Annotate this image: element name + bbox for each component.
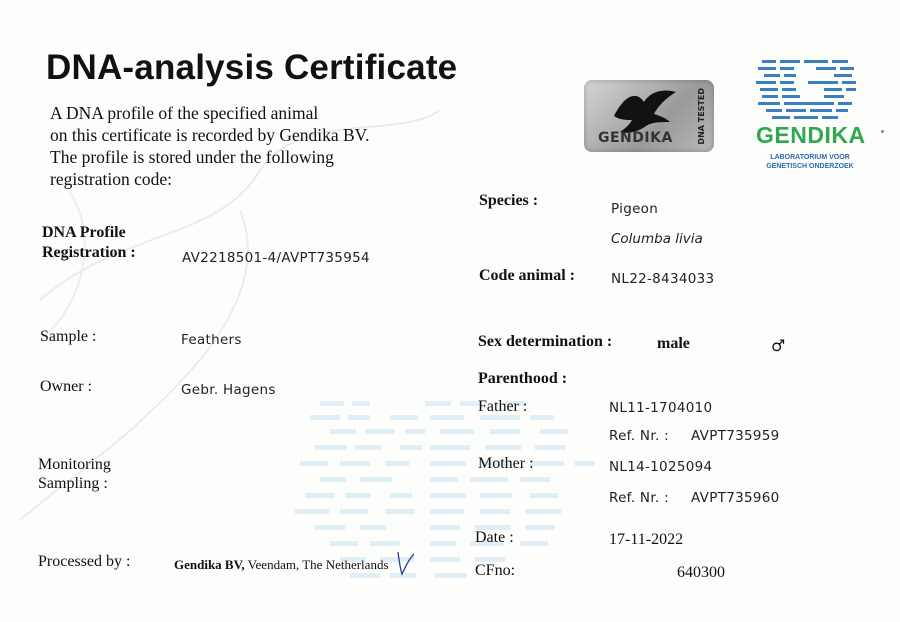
sample-label: Sample : <box>40 328 97 345</box>
father-ref-label: Ref. Nr. : <box>609 428 669 444</box>
monitoring-label-line1: Monitoring <box>38 456 111 473</box>
gendika-logo-name: GENDIKA <box>756 122 866 148</box>
father-label: Father : <box>478 398 528 415</box>
processed-location: Veendam, The Netherlands <box>244 557 389 572</box>
badge-brand: GENDIKA <box>598 130 673 146</box>
signature-initial <box>396 548 416 576</box>
cfno-value: 640300 <box>677 564 725 581</box>
species-common: Pigeon <box>611 201 659 217</box>
species-latin: Columba livia <box>611 231 703 247</box>
parenthood-label: Parenthood : <box>478 370 568 387</box>
processed-company: Gendika BV, <box>174 557 245 572</box>
sample-value: Feathers <box>181 332 242 348</box>
owner-label: Owner : <box>40 378 92 395</box>
logo-subtitle-line: GENETISCH ONDERZOEK <box>766 163 854 170</box>
mother-ref-value: AVPT735960 <box>691 490 780 506</box>
intro-paragraph <box>50 102 410 190</box>
gendika-logo-subtitle <box>758 153 862 171</box>
intro-line: A DNA profile of the specified animal <box>50 103 319 123</box>
male-symbol-icon: ♂ <box>771 336 786 355</box>
dna-tested-badge <box>584 80 714 152</box>
processed-by-value <box>174 557 389 573</box>
logo-subtitle-line: LABORATORIUM VOOR <box>770 154 850 161</box>
mother-ref-label: Ref. Nr. : <box>609 490 669 506</box>
registration-label-line1: DNA Profile <box>42 224 126 241</box>
speck <box>881 130 884 133</box>
intro-line: registration code: <box>50 169 172 189</box>
badge-tag: DNA TESTED <box>697 88 706 145</box>
sex-determination-label: Sex determination : <box>478 333 613 350</box>
species-label: Species : <box>479 192 539 209</box>
intro-line: on this certificate is recorded by Gendika BV. <box>50 125 370 145</box>
intro-line: The profile is stored under the following <box>50 147 334 167</box>
father-ref-value: AVPT735959 <box>691 428 780 444</box>
father-value: NL11-1704010 <box>609 400 713 416</box>
mother-label: Mother : <box>478 455 534 472</box>
code-animal-value: NL22-8434033 <box>611 271 715 287</box>
certificate-title: DNA-analysis Certificate <box>46 48 458 87</box>
registration-label-line2: Registration : <box>42 244 136 261</box>
owner-value: Gebr. Hagens <box>181 382 276 398</box>
sex-value: male <box>657 335 690 352</box>
registration-value: AV2218501-4/AVPT735954 <box>182 250 370 266</box>
processed-by-label: Processed by : <box>38 553 131 570</box>
monitoring-label-line2: Sampling : <box>38 475 108 492</box>
mother-value: NL14-1025094 <box>609 459 713 475</box>
date-label: Date : <box>475 529 514 546</box>
gendika-logo-icon <box>754 56 862 126</box>
date-value: 17-11-2022 <box>609 531 684 548</box>
code-animal-label: Code animal : <box>479 267 575 284</box>
cfno-label: CFno: <box>475 562 516 579</box>
